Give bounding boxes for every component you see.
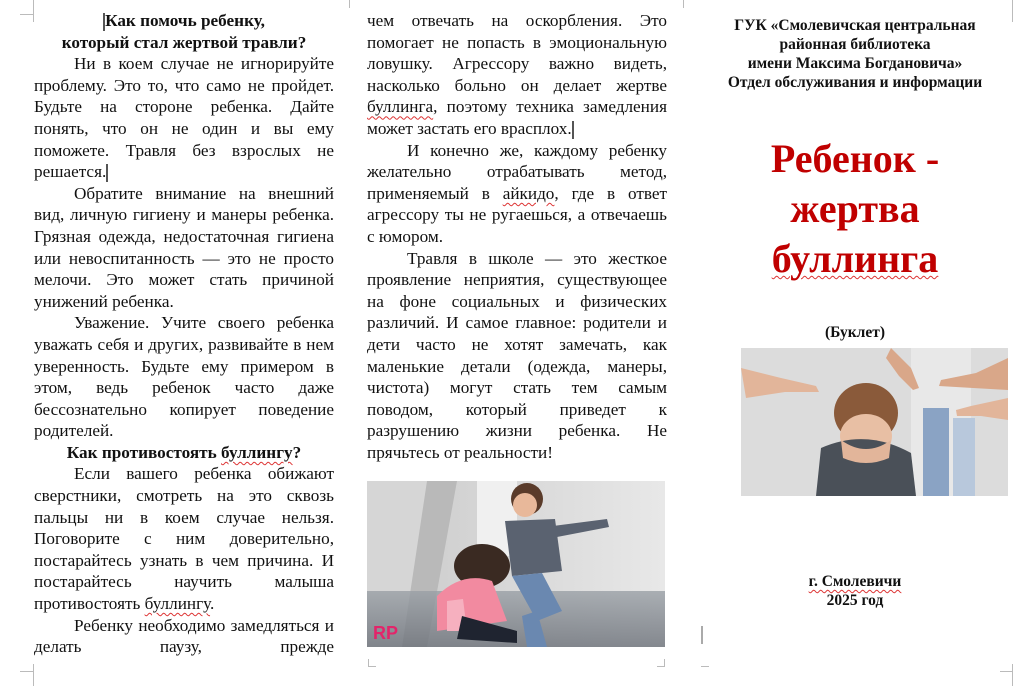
paragraph[interactable]: Уважение. Учите своего ребенка уважать себя и других, развивайте в нем уверенность. Будьте ему примером в этом, ведь ребенок часто даже бессознательно копирует поведение родителей. — [34, 313, 334, 441]
title-line: жертва — [790, 186, 920, 231]
cover-footer — [700, 572, 1010, 610]
paragraph-text: , где в ответ агрессору ты не ругаешься, а отвечаешь с юмором. — [367, 183, 667, 246]
spell-flagged-word: буллингу — [221, 442, 293, 462]
city: г. Смолевичи — [808, 573, 902, 590]
paragraph[interactable]: Обратите внимание на внешний вид, личную гигиену и манеры ребенка. Грязная одежда, недостаточная гигиена или невоспитанность — это не просто мелочи. Это может стать причиной унижений ребенка. — [34, 183, 334, 311]
crop-mark — [33, 664, 34, 686]
heading-line-2: который стал жертвой травли? — [61, 32, 307, 52]
text-cursor — [106, 164, 108, 182]
heading-how-to-help[interactable] — [34, 10, 334, 53]
paragraph-text: , поэтому техника замедления может застать его врасплох. — [367, 97, 667, 138]
heading-text: Как противостоять — [66, 442, 221, 462]
org-line: ГУК «Смолевичская центральная — [734, 17, 976, 34]
paragraph-text: . — [210, 594, 215, 614]
org-line: районная библиотека — [779, 36, 931, 53]
paragraph-text: Если вашего ребенка обижают сверстники, смотреть на это сквозь пальцы ни в коем случае нельзя. Поговорите с ним доверительно, постарайтесь узнать в чем причина. И постарайтесь научить малыша противостоять — [34, 464, 334, 614]
org-line: Отдел обслуживания и информации — [727, 74, 983, 91]
spell-flagged-word: буллинга — [367, 97, 434, 117]
booklet-label[interactable]: (Буклет) — [824, 324, 886, 341]
crop-mark — [1012, 0, 1013, 22]
crop-mark — [20, 671, 33, 672]
column-middle — [367, 10, 667, 463]
crop-mark — [1012, 664, 1013, 686]
paragraph[interactable]: Травля в школе — это жесткое проявление неприятия, существующее на фоне социальных и физических различий. И самое главное: родители и дети часто не хотят замечать, как маленькие детали (одежда, манеры, чистота) могут стать тем самым поводом, который приведет к разрушению жизни ребенка. Не прячьтесь от реальности! — [367, 248, 667, 462]
paragraph[interactable] — [34, 463, 334, 614]
paragraph[interactable] — [367, 140, 667, 248]
paragraph[interactable] — [367, 10, 667, 140]
crop-mark — [664, 659, 665, 667]
crop-mark — [1000, 671, 1013, 672]
photo-illustration — [741, 348, 1008, 496]
paragraph-text: И конечно же, каждому ребенку желательно отрабатывать метод, применяемый в — [367, 140, 667, 203]
photo-illustration — [367, 481, 665, 647]
crop-mark — [683, 0, 684, 8]
heading-text: ? — [292, 442, 302, 462]
title-line: буллинга — [771, 236, 939, 281]
paragraph-text: чем отвечать на оскорбления. Это помогает не попасть в эмоциональную ловушку. Агрессору важно видеть, насколько больно он делает жертве — [367, 11, 667, 95]
spell-flagged-word: буллингу — [144, 594, 211, 614]
heading-line-1: Как помочь ребенку, — [105, 11, 265, 30]
organization-name[interactable] — [700, 16, 1010, 92]
paragraph[interactable]: Ребенку необходимо замедляться и делать паузу, прежде — [34, 615, 334, 657]
year: 2025 год — [826, 592, 884, 609]
paragraph-text: Ни в коем случае не игнорируйте проблему. Это то, что само не пройдет. Будьте на стороне ребенка. Дайте понять, что он не один и вы ему поможете. Травля без взрослых не решается. — [34, 54, 334, 182]
paragraph[interactable] — [34, 53, 334, 183]
photo-children-pointing[interactable] — [741, 348, 1008, 496]
crop-mark — [368, 666, 376, 667]
title-line: Ребенок - — [770, 136, 940, 181]
photo-bullying-schoolyard[interactable] — [367, 481, 665, 647]
crop-mark — [20, 14, 33, 15]
org-line: имени Максима Богдановича» — [747, 55, 963, 72]
crop-mark — [349, 0, 350, 8]
text-cursor — [572, 121, 574, 139]
photo-logo: RP — [373, 623, 399, 643]
spell-flagged-word: айкидо — [502, 183, 555, 203]
column-left — [34, 10, 334, 658]
booklet-title[interactable] — [700, 134, 1010, 284]
crop-mark — [368, 659, 369, 667]
column-right-cover — [700, 10, 1010, 344]
crop-mark — [701, 666, 709, 667]
heading-how-to-resist[interactable] — [34, 442, 334, 464]
text-cursor — [701, 626, 703, 644]
city-and-year[interactable] — [700, 572, 1010, 610]
